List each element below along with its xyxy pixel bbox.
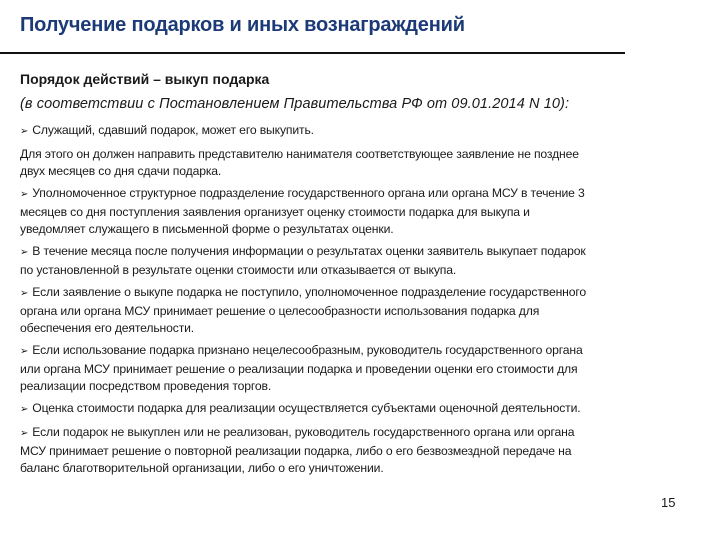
text-line [20,262,710,279]
text-line [20,378,710,395]
line-text: Уполномоченное структурное подразделение государственного органа или органа МСУ в течение 3 [32,186,585,201]
text-line [20,361,710,378]
bullet-item [20,400,710,419]
page-number: 15 [661,495,676,510]
paragraph [20,146,710,180]
line-text: Служащий, сдавший подарок, может его выкупить. [32,123,314,137]
bullet-item [20,122,710,141]
legal-reference: (в соответствии с Постановлением Правительства РФ от 09.01.2014 N 10): [20,96,570,112]
text-line [20,185,710,204]
title-divider [0,52,625,54]
line-text: уведомляет служащего в письменной форме о результатах оценки. [20,221,394,236]
bullet-item [20,424,710,476]
text-line [20,443,710,460]
text-line [20,204,710,221]
section-heading: Порядок действий – выкуп подарка [20,71,270,87]
line-text: двух месяцев со дня сдачи подарка. [20,164,222,179]
slide-title: Получение подарков и иных вознаграждений [20,14,465,36]
bullet-item [20,284,710,336]
line-text: органа или органа МСУ принимает решение о целесообразности использования подарка для [20,304,540,319]
text-line [20,342,710,361]
line-text: Для этого он должен направить представителю нанимателя соответствующее заявление не позднее [20,147,579,162]
line-text: Если использование подарка признано нецелесообразным, руководитель государственного органа [32,343,583,358]
line-text: Если заявление о выкупе подарка не поступило, уполномоченное подразделение государственного [32,285,587,300]
arrow-bullet-icon: ➢ [20,404,29,416]
arrow-bullet-icon: ➢ [20,126,29,137]
text-line [20,424,710,443]
line-text: баланс благотворительной организации, либо о его уничтожении. [20,461,384,476]
text-line [20,122,710,141]
text-line [20,284,710,303]
text-line [20,303,710,320]
arrow-bullet-icon: ➢ [20,346,29,358]
text-line [20,320,710,337]
line-text: обеспечения его деятельности. [20,320,195,335]
line-text: Оценка стоимости подарка для реализации осуществляется субъектами оценочной деятельности. [32,401,581,416]
arrow-bullet-icon: ➢ [20,189,29,201]
procedure-list [20,122,710,482]
text-line [20,163,710,180]
arrow-bullet-icon: ➢ [20,288,29,300]
line-text: месяцев со дня поступления заявления организует оценку стоимости подарка для выкупа и [20,205,530,220]
text-line [20,146,710,163]
text-line [20,460,710,477]
line-text: реализации посредством проведения торгов. [20,378,272,393]
text-line [20,221,710,238]
bullet-item [20,185,710,237]
bullet-item [20,243,710,279]
line-text: Если подарок не выкуплен или не реализован, руководитель государственного органа или органа [32,425,575,440]
text-line [20,243,710,262]
bullet-item [20,342,710,394]
line-text: МСУ принимает решение о повторной реализации подарка, либо о его безвозмездной передаче на [20,444,572,459]
line-text: В течение месяца после получения информации о результатах оценки заявитель выкупает подарок [32,244,586,259]
text-line [20,400,710,419]
line-text: по установленной в результате оценки стоимости или отказывается от выкупа. [20,263,457,278]
arrow-bullet-icon: ➢ [20,428,29,440]
line-text: или органа МСУ принимает решение о реализации подарка и проведении оценки его стоимости для [20,362,578,377]
arrow-bullet-icon: ➢ [20,247,29,259]
